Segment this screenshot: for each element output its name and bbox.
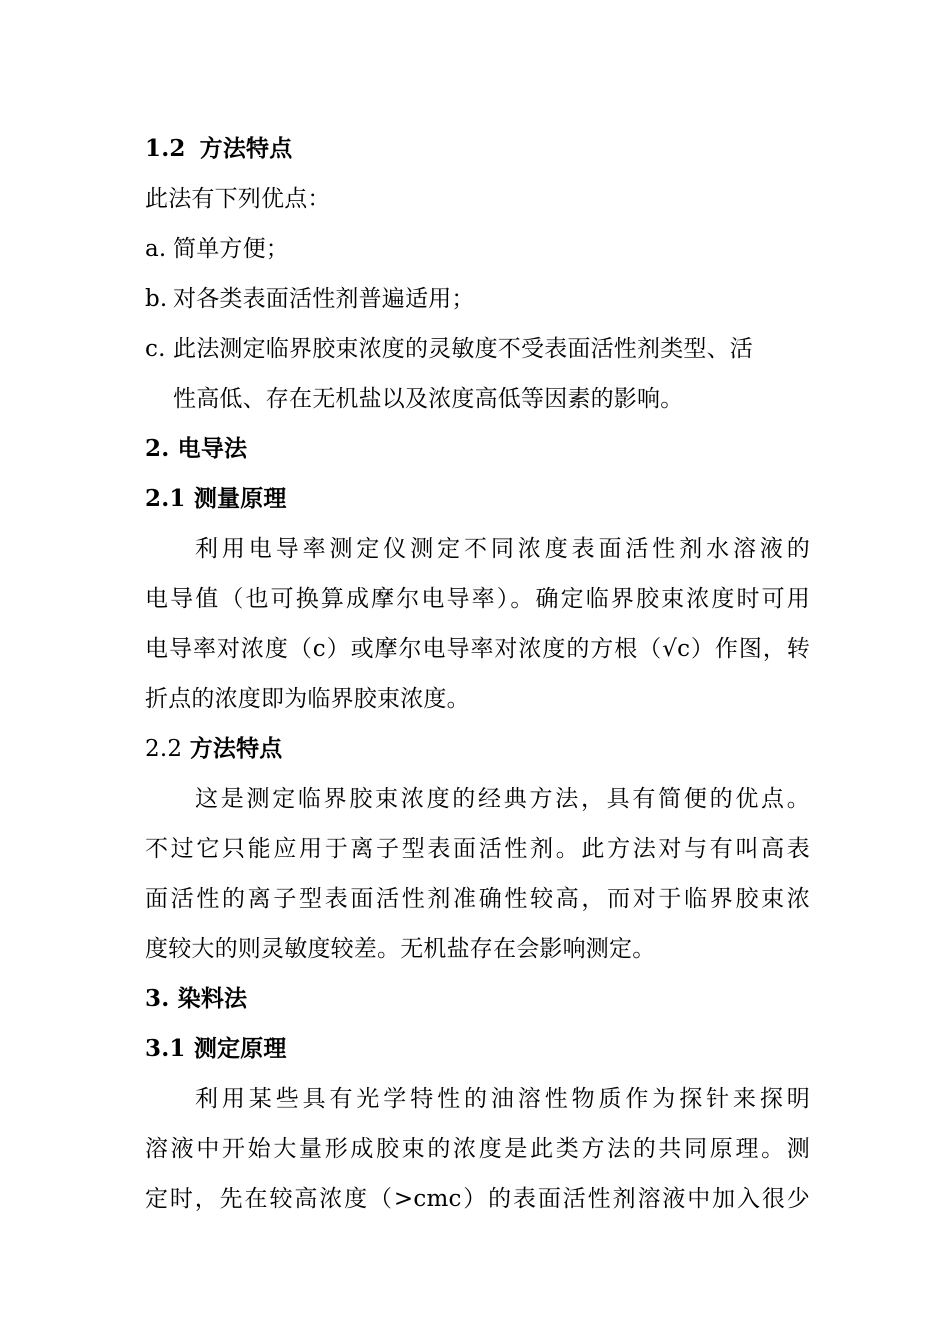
list-item-text: 对各类表面活性剂普遍适用； xyxy=(173,286,475,312)
paragraph-line: 利用某些具有光学特性的油溶性物质作为探针来探明 xyxy=(195,1086,810,1112)
paragraph-line: 电导率对浓度（c）或摩尔电导率对浓度的方根（√c）作图，转 xyxy=(145,636,810,662)
list-marker: c. xyxy=(145,336,166,362)
list-item-c xyxy=(145,334,810,364)
list-marker: b. xyxy=(145,286,168,312)
paragraph-line: 利用电导率测定仪测定不同浓度表面活性剂水溶液的 xyxy=(195,536,810,562)
paragraph-line: 度较大的则灵敏度较差。无机盐存在会影响测定。 xyxy=(145,936,656,962)
list-item-b xyxy=(145,284,810,314)
paragraph-line: 定时，先在较高浓度（>cmc）的表面活性剂溶液中加入很少 xyxy=(145,1186,810,1212)
paragraph-line: 电导值（也可换算成摩尔电导率）。确定临界胶束浓度时可用 xyxy=(145,586,810,612)
list-item-text: 此法测定临界胶束浓度的灵敏度不受表面活性剂类型、活 xyxy=(173,336,753,362)
heading-1-2-number: 1.2 xyxy=(145,135,186,162)
paragraph-line: 面活性的离子型表面活性剂准确性较高，而对于临界胶束浓 xyxy=(145,886,810,912)
advantages-intro: 此法有下列优点： xyxy=(145,186,331,212)
list-item-text: 简单方便； xyxy=(173,236,289,262)
heading-2-2-number: 2.2 xyxy=(145,736,183,762)
heading-2-2 xyxy=(145,734,810,764)
list-item-c-continued: 性高低、存在无机盐以及浓度高低等因素的影响。 xyxy=(173,386,684,412)
heading-1-2 xyxy=(145,134,810,164)
heading-3-1: 3.1 测定原理 xyxy=(145,1035,287,1062)
paragraph-line: 这是测定临界胶束浓度的经典方法，具有简便的优点。 xyxy=(195,786,810,812)
list-marker: a. xyxy=(145,236,167,262)
paragraph-line: 溶液中开始大量形成胶束的浓度是此类方法的共同原理。测 xyxy=(145,1136,810,1162)
list-item-a xyxy=(145,234,810,264)
heading-3: 3. 染料法 xyxy=(145,985,248,1012)
paragraph-line: 折点的浓度即为临界胶束浓度。 xyxy=(145,686,470,712)
paragraph-line: 不过它只能应用于离子型表面活性剂。此方法对与有叫高表 xyxy=(145,836,810,862)
heading-2: 2. 电导法 xyxy=(145,435,248,462)
heading-1-2-title: 方法特点 xyxy=(199,135,293,162)
heading-2-2-title: 方法特点 xyxy=(189,735,283,762)
heading-2-1: 2.1 测量原理 xyxy=(145,485,287,512)
